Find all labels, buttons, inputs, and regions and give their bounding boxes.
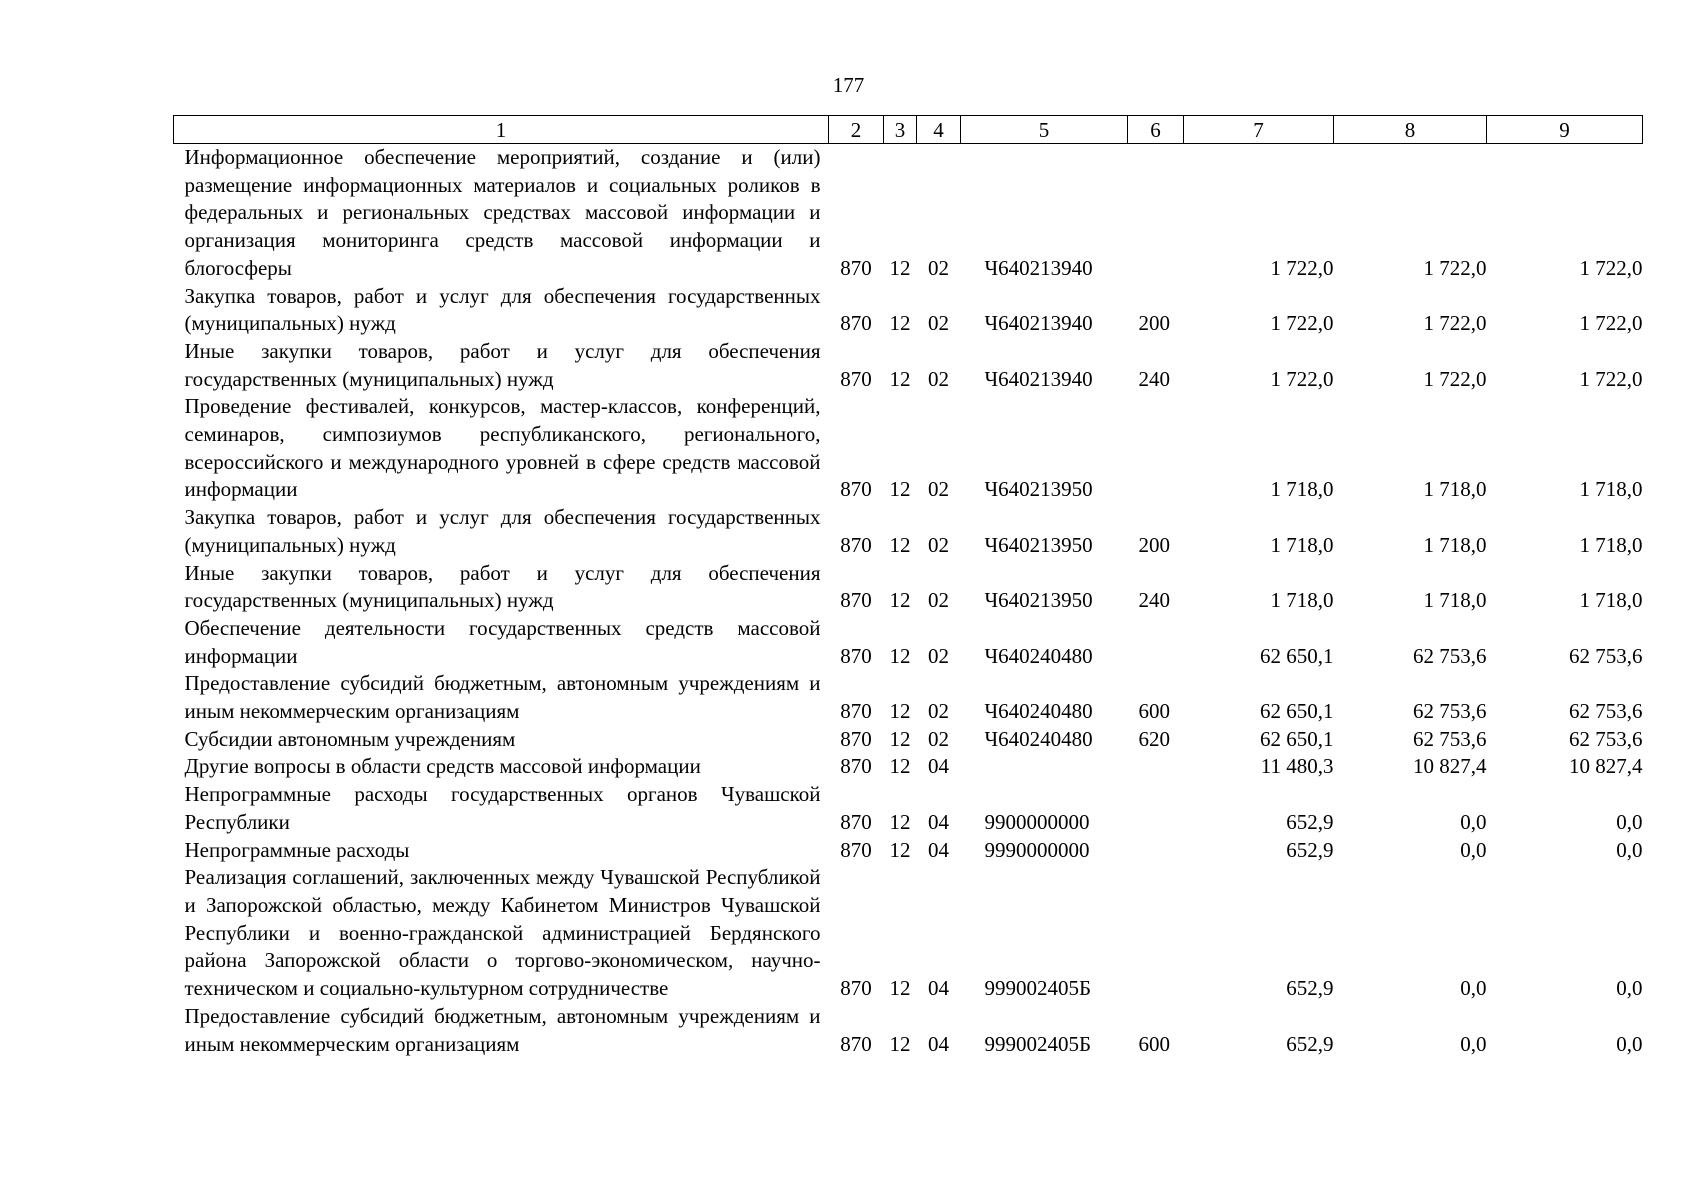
target-article-code: Ч640213940 [984, 255, 1093, 280]
subsection-code: 02 [928, 699, 949, 724]
section-code: 12 [889, 588, 911, 613]
row-name: Реализация соглашений, заключенных между Чувашской Республикой и Запорожской областью, между Кабинетом Министров Чувашской Республики и военно-гражданской администрацией Бердянского района Запорожской области о торгово-экономическом, научно-техническом и социально-культурном сотрудничестве [184, 865, 821, 1001]
amount-col-9: 1 718,0 [1579, 477, 1643, 502]
ministry-code: 870 [840, 754, 872, 779]
table-row [174, 726, 1643, 754]
ministry-code: 870 [840, 588, 872, 613]
target-article-code: 999002405Б [984, 1031, 1092, 1056]
target-article-code: 9990000000 [984, 837, 1090, 862]
target-article-code [961, 753, 1128, 781]
target-article-code: 9900000000 [984, 809, 1090, 834]
table-row [174, 1003, 1643, 1058]
expense-type-code: 200 [1138, 532, 1170, 557]
amount-col-7: 62 650,1 [1260, 699, 1334, 724]
amount-col-8: 0,0 [1460, 837, 1487, 862]
expense-type-code [1128, 393, 1184, 504]
amount-col-8: 1 718,0 [1423, 477, 1487, 502]
amount-col-7: 652,9 [1286, 809, 1334, 834]
table-row [174, 781, 1643, 836]
amount-col-9: 0,0 [1616, 1031, 1643, 1056]
amount-col-9: 0,0 [1616, 809, 1643, 834]
target-article-code: Ч640240480 [984, 726, 1093, 751]
amount-col-7: 62 650,1 [1260, 726, 1334, 751]
table-row [174, 670, 1643, 725]
ministry-code: 870 [840, 643, 872, 668]
section-code: 12 [889, 643, 911, 668]
amount-col-9: 62 753,6 [1569, 699, 1643, 724]
ministry-code: 870 [840, 699, 872, 724]
section-code: 12 [889, 837, 911, 862]
column-number-header-row [174, 116, 1643, 144]
expense-type-code: 620 [1138, 726, 1170, 751]
row-name: Информационное обеспечение мероприятий, создание и (или) размещение информационных материалов и социальных роликов в федеральных и региональных средствах массовой информации и организация мониторинга средств массовой информации и блогосферы [184, 145, 821, 280]
amount-col-8: 1 718,0 [1423, 588, 1487, 613]
amount-col-7: 1 718,0 [1270, 532, 1334, 557]
ministry-code: 870 [840, 809, 872, 834]
amount-col-9: 10 827,4 [1569, 754, 1643, 779]
column-header: 3 [884, 116, 917, 144]
section-code: 12 [889, 1031, 911, 1056]
amount-col-8: 0,0 [1460, 1031, 1487, 1056]
table-row [174, 144, 1643, 283]
row-name: Закупка товаров, работ и услуг для обеспечения государственных (муниципальных) нужд [184, 283, 821, 336]
amount-col-8: 0,0 [1460, 976, 1487, 1001]
row-name: Непрограммные расходы [184, 837, 410, 862]
amount-col-7: 1 718,0 [1270, 588, 1334, 613]
target-article-code: Ч640213940 [984, 366, 1093, 391]
table-row [174, 560, 1643, 615]
section-code: 12 [889, 754, 911, 779]
amount-col-8: 1 718,0 [1423, 532, 1487, 557]
amount-col-9: 0,0 [1616, 837, 1643, 862]
subsection-code: 02 [928, 366, 949, 391]
row-name: Закупка товаров, работ и услуг для обеспечения государственных (муниципальных) нужд [184, 505, 821, 557]
expense-type-code: 600 [1138, 699, 1170, 724]
subsection-code: 02 [928, 726, 949, 751]
amount-col-8: 1 722,0 [1423, 366, 1487, 391]
target-article-code: Ч640213950 [984, 532, 1093, 557]
table-row [174, 837, 1643, 865]
ministry-code: 870 [840, 1031, 872, 1056]
row-name: Иные закупки товаров, работ и услуг для обеспечения государственных (муниципальных) нужд [184, 338, 821, 391]
amount-col-7: 1 718,0 [1270, 477, 1334, 502]
budget-table [173, 115, 1643, 1058]
amount-col-9: 1 722,0 [1579, 255, 1643, 280]
target-article-code: Ч640213940 [984, 311, 1093, 336]
row-name: Иные закупки товаров, работ и услуг для обеспечения государственных (муниципальных) нужд [184, 560, 821, 613]
section-code: 12 [889, 976, 911, 1001]
table-body [174, 144, 1643, 1059]
row-name: Обеспечение деятельности государственных средств массовой информации [184, 615, 821, 668]
amount-col-9: 1 718,0 [1579, 588, 1643, 613]
target-article-code: Ч640213950 [984, 588, 1093, 613]
subsection-code: 04 [928, 809, 949, 834]
section-code: 12 [889, 311, 911, 336]
expense-type-code [1128, 864, 1184, 1003]
amount-col-7: 11 480,3 [1260, 754, 1334, 779]
amount-col-8: 62 753,6 [1413, 643, 1487, 668]
amount-col-7: 1 722,0 [1270, 366, 1334, 391]
amount-col-7: 62 650,1 [1260, 643, 1334, 668]
ministry-code: 870 [840, 477, 872, 502]
row-name: Предоставление субсидий бюджетным, автономным учреждениям и иным некоммерческим организациям [184, 671, 821, 724]
expense-type-code [1128, 837, 1184, 865]
column-header: 1 [174, 116, 829, 144]
ministry-code: 870 [840, 366, 872, 391]
subsection-code: 04 [928, 976, 949, 1001]
subsection-code: 02 [928, 477, 949, 502]
table-row [174, 864, 1643, 1003]
expense-type-code: 600 [1138, 1031, 1170, 1056]
subsection-code: 02 [928, 643, 949, 668]
column-header: 7 [1184, 116, 1334, 144]
expense-type-code [1128, 753, 1184, 781]
target-article-code: Ч640240480 [984, 699, 1093, 724]
expense-type-code: 240 [1138, 366, 1170, 391]
amount-col-8: 1 722,0 [1423, 311, 1487, 336]
expense-type-code: 240 [1138, 588, 1170, 613]
table-row [174, 283, 1643, 338]
column-header: 6 [1128, 116, 1184, 144]
row-name: Другие вопросы в области средств массовой информации [184, 754, 701, 779]
amount-col-7: 652,9 [1286, 976, 1334, 1001]
table-row [174, 338, 1643, 393]
subsection-code: 04 [928, 754, 949, 779]
target-article-code: Ч640213950 [984, 477, 1093, 502]
subsection-code: 02 [928, 588, 949, 613]
section-code: 12 [889, 726, 911, 751]
table-row [174, 504, 1643, 559]
subsection-code: 02 [928, 311, 949, 336]
section-code: 12 [889, 532, 911, 557]
amount-col-7: 652,9 [1286, 1031, 1334, 1056]
section-code: 12 [889, 477, 911, 502]
amount-col-7: 652,9 [1286, 837, 1334, 862]
section-code: 12 [889, 699, 911, 724]
amount-col-9: 1 722,0 [1579, 311, 1643, 336]
amount-col-7: 1 722,0 [1270, 255, 1334, 280]
ministry-code: 870 [840, 255, 872, 280]
amount-col-8: 10 827,4 [1413, 754, 1487, 779]
expense-type-code [1128, 144, 1184, 283]
ministry-code: 870 [840, 311, 872, 336]
amount-col-8: 1 722,0 [1423, 255, 1487, 280]
target-article-code: Ч640240480 [984, 643, 1093, 668]
expense-type-code: 200 [1138, 311, 1170, 336]
table-row [174, 753, 1643, 781]
expense-type-code [1128, 615, 1184, 670]
column-header: 9 [1487, 116, 1643, 144]
column-header: 4 [917, 116, 961, 144]
column-header: 5 [961, 116, 1128, 144]
ministry-code: 870 [840, 976, 872, 1001]
table-row [174, 393, 1643, 504]
ministry-code: 870 [840, 726, 872, 751]
ministry-code: 870 [840, 837, 872, 862]
row-name: Предоставление субсидий бюджетным, автономным учреждениям и иным некоммерческим организациям [184, 1003, 821, 1056]
amount-col-9: 1 722,0 [1579, 366, 1643, 391]
row-name: Непрограммные расходы государственных органов Чувашской Республики [184, 782, 821, 834]
section-code: 12 [889, 366, 911, 391]
section-code: 12 [889, 809, 911, 834]
amount-col-9: 62 753,6 [1569, 726, 1643, 751]
amount-col-9: 0,0 [1616, 976, 1643, 1001]
amount-col-8: 62 753,6 [1413, 726, 1487, 751]
row-name: Субсидии автономным учреждениям [184, 726, 516, 751]
table-row [174, 615, 1643, 670]
amount-col-9: 1 718,0 [1579, 532, 1643, 557]
amount-col-8: 62 753,6 [1413, 699, 1487, 724]
section-code: 12 [889, 255, 911, 280]
target-article-code: 999002405Б [984, 976, 1092, 1001]
column-header: 8 [1334, 116, 1487, 144]
row-name: Проведение фестивалей, конкурсов, мастер-классов, конференций, семинаров, симпозиумов республиканского, регионального, всероссийского и международного уровней в сфере средств массовой информации [184, 394, 821, 502]
column-header: 2 [829, 116, 884, 144]
ministry-code: 870 [840, 532, 872, 557]
page-number: 177 [832, 73, 865, 97]
subsection-code: 04 [928, 1031, 949, 1056]
subsection-code: 02 [928, 532, 949, 557]
expense-type-code [1128, 781, 1184, 836]
amount-col-7: 1 722,0 [1270, 311, 1334, 336]
subsection-code: 02 [928, 255, 949, 280]
amount-col-9: 62 753,6 [1569, 643, 1643, 668]
subsection-code: 04 [928, 837, 949, 862]
amount-col-8: 0,0 [1460, 809, 1487, 834]
